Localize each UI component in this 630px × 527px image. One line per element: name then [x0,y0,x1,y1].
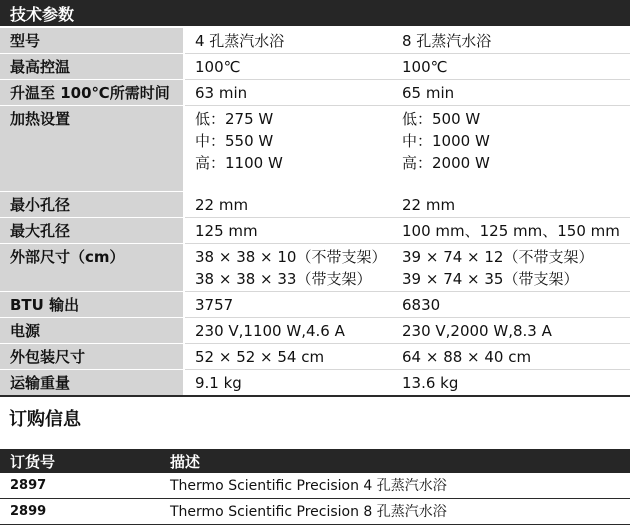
order-description: Thermo Scientific Precision 8 孔蒸汽水浴 [160,499,630,525]
spec-value-line: 8 孔蒸汽水浴 [402,32,492,50]
spec-value-4-hole [184,218,394,244]
spec-value-line: 64 × 88 × 40 cm [402,348,532,366]
spec-value-line: 230 V,1100 W,4.6 A [195,322,345,340]
ordering-info-title: 订购信息 [9,409,81,430]
spec-spacer [184,175,394,192]
spec-row-max-temp [0,54,630,80]
spec-row-power [0,318,630,344]
spec-row-shipping-weight [0,370,630,397]
spec-value-line: 100℃ [195,58,241,76]
spec-value-line: 13.6 kg [402,374,459,392]
description-header: 描述 [160,449,630,473]
table-row [0,473,630,499]
spec-label: 外部尺寸（cm） [0,244,184,292]
spec-table-header: 技术参数 [0,0,630,27]
spec-value-line: 52 × 52 × 54 cm [195,348,325,366]
spec-value-8-hole [394,370,630,397]
spec-value-line: 3757 [195,296,234,314]
spec-value-8-hole [394,54,630,80]
spec-row-heat-settings [0,106,630,176]
spec-value-line: 38 × 38 × 33（带支架） [195,270,372,288]
spec-value-line: 38 × 38 × 10（不带支架） [195,248,387,266]
spec-value-line: 高：2000 W [402,154,490,172]
spec-value-line: 4 孔蒸汽水浴 [195,32,285,50]
spec-row-max-hole [0,218,630,244]
spec-label: 外包装尺寸 [0,344,184,370]
spec-label: 升温至 100℃所需时间 [0,80,184,106]
spec-value-line: 中：550 W [195,132,274,150]
spec-label: 电源 [0,318,184,344]
spec-value-8-hole [394,244,630,292]
spec-value-8-hole [394,318,630,344]
spec-row-btu [0,292,630,318]
spec-row-heatup-time [0,80,630,106]
spec-value-line: 中：1000 W [402,132,490,150]
spec-spacer [394,175,630,192]
spec-value-line: 22 mm [402,196,456,214]
order-number: 2899 [0,499,160,525]
spec-value-4-hole [184,27,394,54]
ordering-header-row [0,449,630,473]
spec-row-min-hole [0,192,630,218]
spec-value-line: 低：500 W [402,110,481,128]
spec-value-4-hole [184,192,394,218]
spec-value-8-hole [394,192,630,218]
spec-value-8-hole [394,344,630,370]
spec-value-line: 100 mm、125 mm、150 mm [402,222,620,240]
spec-label: 最高控温 [0,54,184,80]
spec-value-line: 高：1100 W [195,154,283,172]
spec-value-8-hole [394,106,630,176]
spec-value-line: 39 × 74 × 35（带支架） [402,270,579,288]
spec-value-line: 低：275 W [195,110,274,128]
spec-label: BTU 输出 [0,292,184,318]
spec-label: 加热设置 [0,106,184,176]
spec-value-line: 9.1 kg [195,374,242,392]
spec-row-dimensions [0,244,630,292]
spec-value-line: 22 mm [195,196,249,214]
spec-value-line: 230 V,2000 W,8.3 A [402,322,552,340]
ordering-table [0,449,630,525]
spec-value-line: 100℃ [402,58,448,76]
spec-value-4-hole [184,370,394,397]
spec-label: 运输重量 [0,370,184,397]
spec-value-line: 6830 [402,296,441,314]
spec-value-line: 63 min [195,84,248,102]
spec-label: 最大孔径 [0,218,184,244]
spec-label-spacer [0,175,184,192]
spec-row-package-size [0,344,630,370]
spec-label: 型号 [0,27,184,54]
spec-value-line: 39 × 74 × 12（不带支架） [402,248,594,266]
spec-value-line: 65 min [402,84,455,102]
spec-row-spacer [0,175,630,192]
order-number-header: 订货号 [0,449,160,473]
spec-value-8-hole [394,80,630,106]
spec-value-line: 125 mm [195,222,258,240]
spec-value-8-hole [394,292,630,318]
order-number: 2897 [0,473,160,499]
spec-row-model [0,27,630,54]
spec-value-8-hole [394,218,630,244]
spec-value-4-hole [184,80,394,106]
spec-value-4-hole [184,54,394,80]
spec-label: 最小孔径 [0,192,184,218]
spec-value-4-hole [184,106,394,176]
spec-value-4-hole [184,318,394,344]
spec-value-4-hole [184,292,394,318]
spec-value-4-hole [184,344,394,370]
table-row [0,499,630,525]
spec-value-8-hole [394,27,630,54]
order-description: Thermo Scientific Precision 4 孔蒸汽水浴 [160,473,630,499]
spec-value-4-hole [184,244,394,292]
